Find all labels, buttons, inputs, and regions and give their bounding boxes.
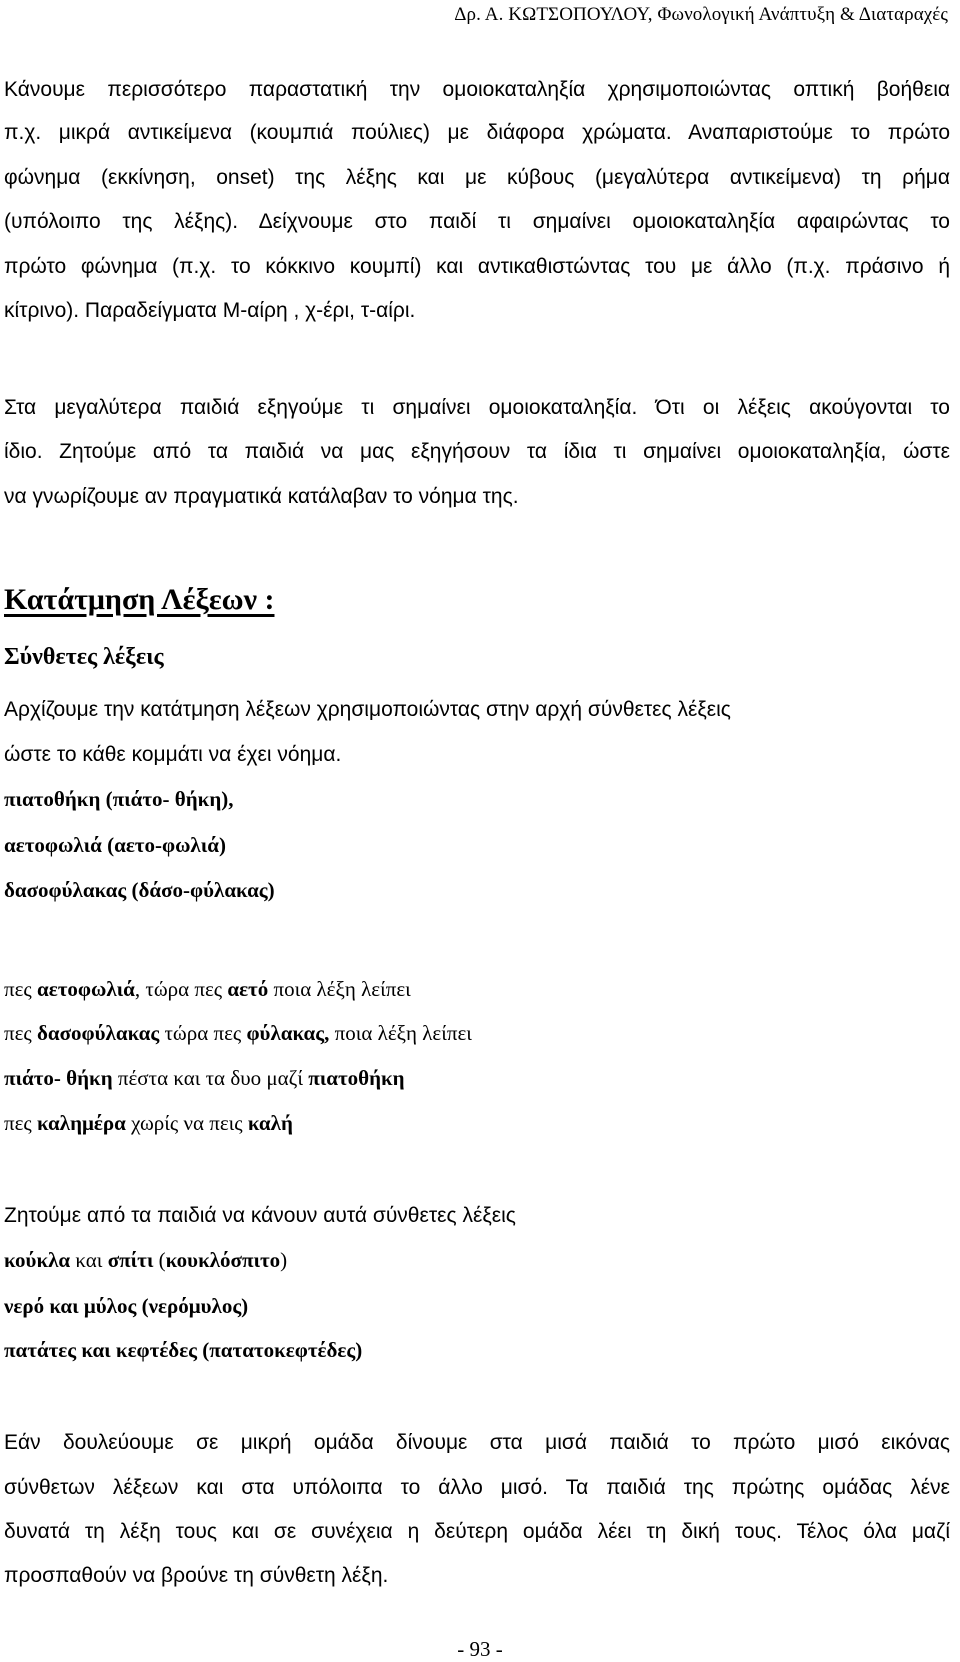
drill-word: πιατοθήκη xyxy=(308,1066,405,1090)
drill-text: ποια λέξη λείπει xyxy=(268,977,411,1001)
drill-line xyxy=(4,1068,405,1089)
drill-word: καλημέρα xyxy=(37,1111,126,1135)
compose-text: ( xyxy=(153,1248,166,1272)
compose-line xyxy=(4,1250,287,1271)
paragraph-line: Στα μεγαλύτερα παιδιά εξηγούμε τι σημαίνει ομοιοκαταληξία. Ότι οι λέξεις ακούγονται το xyxy=(4,396,950,419)
drill-text: , τώρα πες xyxy=(134,977,228,1001)
drill-text: ποια λέξη λείπει xyxy=(329,1021,472,1045)
drill-text: πες xyxy=(4,977,37,1001)
drill-line xyxy=(4,1113,293,1134)
example-word: αετοφωλιά (αετο-φωλιά) xyxy=(4,833,226,857)
drill-text: τώρα πες xyxy=(159,1021,247,1045)
paragraph-line: δυνατά τη λέξη τους και σε συνέχεια η δεύτερη ομάδα λέει τη δική τους. Τέλος όλα μαζί xyxy=(4,1520,950,1543)
drill-line xyxy=(4,979,411,1000)
paragraph-line: (υπόλοιπο της λέξης). Δείχνουμε στο παιδί τι σημαίνει ομοιοκαταληξία αφαιρώντας το xyxy=(4,210,950,233)
paragraph-line: προσπαθούν να βρούνε τη σύνθετη λέξη. xyxy=(4,1564,389,1587)
drill-word: πιάτο- θήκη xyxy=(4,1066,113,1090)
drill-word: φύλακας, xyxy=(246,1021,330,1045)
paragraph-line: να γνωρίζουμε αν πραγματικά κατάλαβαν το νόημα της. xyxy=(4,485,519,508)
drill-text: πες xyxy=(4,1021,37,1045)
paragraph-line: ώστε το κάθε κομμάτι να έχει νόημα. xyxy=(4,743,342,766)
paragraph-line: σύνθετων λέξεων και στα υπόλοιπα το άλλο μισό. Τα παιδιά της πρώτης ομάδας λένε xyxy=(4,1476,950,1499)
section-title: Κατάτμηση Λέξεων : xyxy=(4,583,275,616)
compose-text: και xyxy=(70,1248,108,1272)
paragraph-line: φώνημα (εκκίνηση, onset) της λέξης και με κύβους (μεγαλύτερα αντικείμενα) τη ρήμα xyxy=(4,166,950,189)
running-header: Δρ. Α. ΚΩΤΣΟΠΟΥΛΟΥ, Φωνολογική Ανάπτυξη & Διαταραχές xyxy=(454,4,948,25)
compose-word: κούκλα xyxy=(4,1248,71,1272)
drill-text: χωρίς να πεις xyxy=(125,1111,248,1135)
subsection-title: Σύνθετες λέξεις xyxy=(4,644,164,670)
paragraph-line: πρώτο φώνημα (π.χ. το κόκκινο κουμπί) και αντικαθιστώντας του με άλλο (π.χ. πράσινο ή xyxy=(4,255,950,278)
paragraph-line: π.χ. μικρά αντικείμενα (κουμπιά πούλιες) με διάφορα χρώματα. Αναπαριστούμε το πρώτο xyxy=(4,121,950,144)
drill-text: πέστα και τα δυο μαζί xyxy=(112,1066,309,1090)
compose-line: πατάτες και κεφτέδες (πατατοκεφτέδες) xyxy=(4,1338,363,1362)
paragraph-line: Αρχίζουμε την κατάτμηση λέξεων χρησιμοποιώντας στην αρχή σύνθετες λέξεις xyxy=(4,698,731,721)
compose-word: κουκλόσπιτο xyxy=(165,1248,281,1272)
compose-line: νερό και μύλος (νερόμυλος) xyxy=(4,1294,249,1318)
example-word: δασοφύλακας (δάσο-φύλακας) xyxy=(4,878,275,902)
drill-word: καλή xyxy=(247,1111,293,1135)
paragraph-line: κίτρινο). Παραδείγματα Μ-αίρη , χ-έρι, τ-αίρι. xyxy=(4,299,416,322)
drill-word: αετό xyxy=(227,977,269,1001)
paragraph-line: Κάνουμε περισσότερο παραστατική την ομοιοκαταληξία χρησιμοποιώντας οπτική βοήθεια xyxy=(4,78,950,101)
page-number: - 93 - xyxy=(457,1637,503,1661)
drill-text: πες xyxy=(4,1111,37,1135)
drill-word: δασοφύλακας xyxy=(37,1021,160,1045)
drill-word: αετοφωλιά xyxy=(37,977,135,1001)
paragraph-line: ίδιο. Ζητούμε από τα παιδιά να μας εξηγήσουν τα ίδια τι σημαίνει ομοιοκαταληξία, ώστε xyxy=(4,440,950,463)
compose-text: ) xyxy=(280,1248,288,1272)
drill-line xyxy=(4,1023,472,1044)
paragraph-line: Ζητούμε από τα παιδιά να κάνουν αυτά σύνθετες λέξεις xyxy=(4,1204,516,1227)
example-word: πιατοθήκη (πιάτο- θήκη), xyxy=(4,787,234,811)
paragraph-line: Εάν δουλεύουμε σε μικρή ομάδα δίνουμε στα μισά παιδιά το πρώτο μισό εικόνας xyxy=(4,1431,950,1454)
compose-word: σπίτι xyxy=(107,1248,154,1272)
